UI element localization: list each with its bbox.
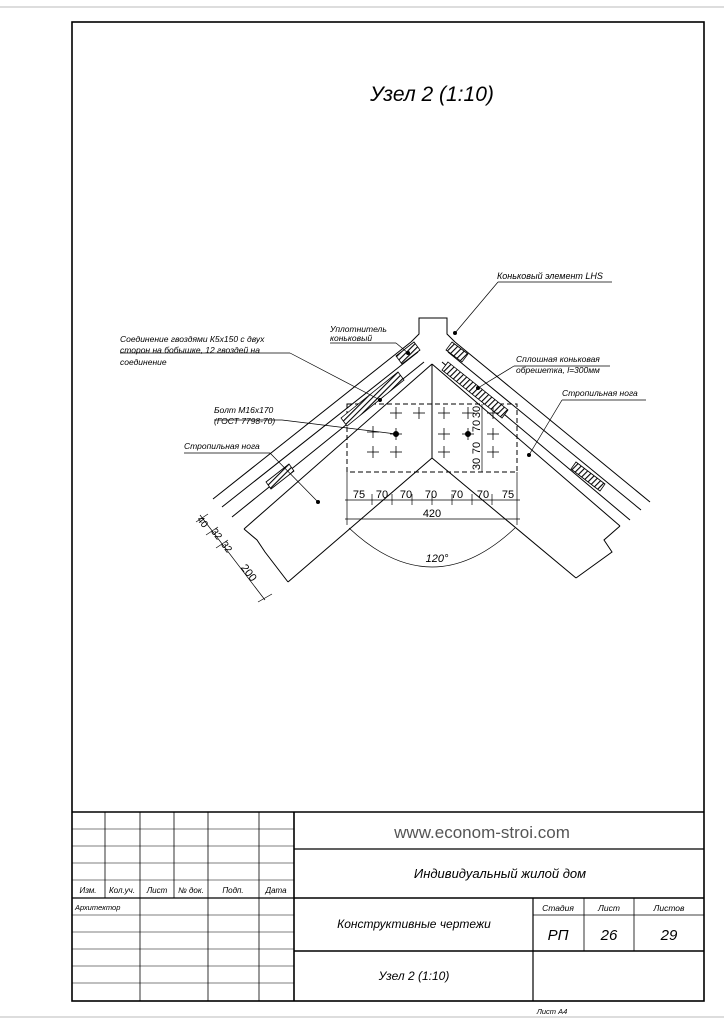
dim-v-3: 70: [471, 441, 483, 455]
callout-rafter-right: Стропильная нога: [562, 388, 638, 398]
callout-sealant-2: коньковый: [330, 333, 373, 343]
sheet-label: Лист: [598, 903, 620, 913]
callout-rafter-left: Стропильная нога: [184, 441, 260, 451]
left-sheathing-hatch: [341, 372, 404, 426]
left-roof-layer-1: [222, 352, 418, 507]
callout-bolt-2: (ГОСТ 7798-70): [214, 416, 276, 426]
col-sign: Подп.: [222, 886, 244, 895]
dim-section-2: 32: [208, 526, 224, 543]
callout-sheathing-2: обрешетка, l=300мм: [516, 365, 600, 375]
website-text: www.econom-stroi.com: [394, 823, 570, 842]
left-batten-hatch: [266, 464, 294, 489]
col-doc: № док.: [178, 886, 204, 895]
col-list: Лист: [146, 886, 168, 895]
stage-value: РП: [547, 927, 569, 944]
dim-v-2: 70: [471, 419, 483, 433]
ridge-element: [411, 318, 455, 342]
format-label: Лист А4: [536, 1007, 568, 1016]
dim-v-1: 30: [471, 405, 483, 419]
col-izm: Изм.: [79, 886, 97, 895]
callout-nails-2: сторон на бобышке, 12 гвоздей на: [120, 345, 260, 355]
dim-h-5: 70: [450, 489, 464, 501]
role-architect: Архитектор: [75, 903, 121, 912]
callouts: [120, 271, 638, 451]
sheets-value: 29: [660, 927, 678, 944]
drawing-frame: [72, 22, 704, 1001]
dim-h-2: 70: [375, 489, 389, 501]
section-title: Конструктивные чертежи: [337, 917, 491, 931]
sheet-title: Узел 2 (1:10): [378, 969, 450, 983]
right-rafter-lower-face: [432, 458, 576, 578]
title-block-texts: [74, 823, 685, 1016]
left-rafter-upper-face: [244, 364, 432, 529]
dim-h-6: 70: [476, 489, 490, 501]
right-rafter-break: [576, 526, 620, 578]
callout-sheathing-1: Сплошная коньковая: [516, 354, 600, 364]
project-name: Индивидуальный жилой дом: [413, 866, 587, 881]
callout-ridge-element: Коньковый элемент LHS: [497, 271, 603, 281]
dim-h-1: 75: [352, 489, 366, 501]
dim-section-3: 32: [218, 539, 234, 556]
dim-h-3: 70: [399, 489, 413, 501]
col-date: Дата: [265, 886, 287, 895]
callout-sealant-1: Уплотнитель: [330, 324, 387, 334]
dim-section-1: 40: [194, 514, 210, 531]
sheet-value: 26: [600, 927, 618, 944]
sheets-label: Листов: [653, 903, 685, 913]
callout-bolt-1: Болт М16х170: [214, 405, 274, 415]
left-rafter-lower-face: [288, 458, 432, 582]
stage-label: Стадия: [542, 903, 574, 913]
col-kol-uch: Кол.уч.: [108, 886, 136, 895]
callout-nails-3: соединение: [120, 357, 167, 367]
dim-rafter-depth: 200: [237, 562, 259, 585]
dim-v-4: 30: [471, 457, 483, 471]
dim-angle: 120°: [425, 553, 449, 565]
dim-total: 420: [422, 508, 442, 520]
drawing-title: Узел 2 (1:10): [370, 83, 494, 106]
dim-h-7: 75: [501, 489, 515, 501]
callout-nails-1: Соединение гвоздями К5х150 с двух: [120, 334, 265, 344]
dim-h-4: 70: [424, 489, 438, 501]
